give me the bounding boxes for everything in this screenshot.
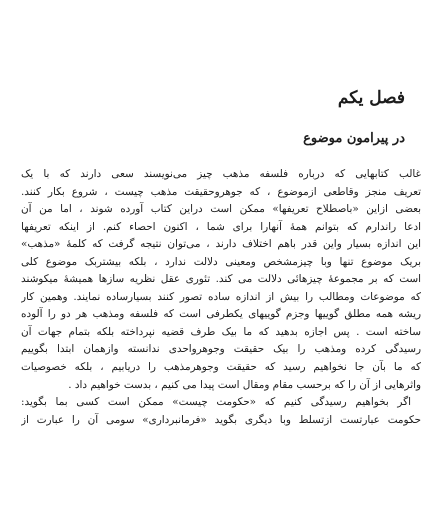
text-line: تعریف منجز وقاطعی ازموضوع ، که جوهروحقیقت مذهب چیست ، شروع بکار کنند.	[21, 185, 421, 198]
text-line: است که بر مجموعهٔ چیزهائی دلالت می کند. تئوری عقل نظریه سازها همیشهٔ میکوشند	[21, 273, 421, 286]
text-line: رسیدگی کرده ومذهب را بیک حقیقت وجوهرواحدی ندانسته وازهمان ابتدا بگوییم	[21, 343, 421, 356]
text-line: حکومت عبارتست ازتسلط وبا دیگری بگوید «فرمانبرداری» سومی آن را عبارت از	[21, 413, 421, 426]
text-line: ریشه همه مطلق گوییها وجزم گوییهای یکطرفی است که فلسفه ومذهب هر دو را آلوده	[21, 308, 421, 321]
section-title: در پیرامون موضوع	[303, 131, 405, 146]
text-line: واثرهایی از آن را که برحسب مقام ومقال است پیدا می کنیم ، بدست خواهیم داد .	[68, 378, 421, 391]
chapter-title: فصل یکم	[337, 88, 405, 108]
text-line: ادعا راندارم که بتوانم همهٔ آنهارا برای شما ، اکنون احصاء کنم. از اینکه تعریفها	[21, 220, 421, 233]
text-line: که موضوعات ومطالب را بیش از اندازه ساده تصور کنند بسیارساده نمایند. وهمین کار	[21, 290, 421, 303]
text-line: اگر بخواهیم رسیدگی کنیم که «حکومت چیست» ممکن است کسی بما بگوید:	[21, 396, 411, 409]
text-line: بریک موضوع تنها وبا چیزمشخص ومعینی دلالت ندارد ، بلکه بیشتربک موضوع کلی	[21, 255, 421, 268]
text-line: که ما بآن جا نخواهیم رسید که حقیقت وجوهرمذهب را دریابیم ، بلکه خصوصیات	[21, 361, 421, 374]
text-line: بعضی ازاین «باصطلاح تعریفها» ممکن است دراین کتاب آورده شوند ، اما من آن	[21, 203, 421, 216]
text-line: ساخته است . پس اجازه بدهید که ما بیک طرف قضیه نپرداخته بلکه بتمام جهات آن	[21, 325, 421, 338]
text-line: این اندازه بسیار واین قدر باهم اختلاف دارند ، می‌توان نتیجه گرفت که کلمهٔ «مذهب»	[21, 238, 421, 251]
body-text	[21, 166, 421, 429]
text-line: غالب کتابهایی که درباره فلسفه مذهب چیز می‌نویسند سعی دارند که با یک	[21, 168, 421, 180]
